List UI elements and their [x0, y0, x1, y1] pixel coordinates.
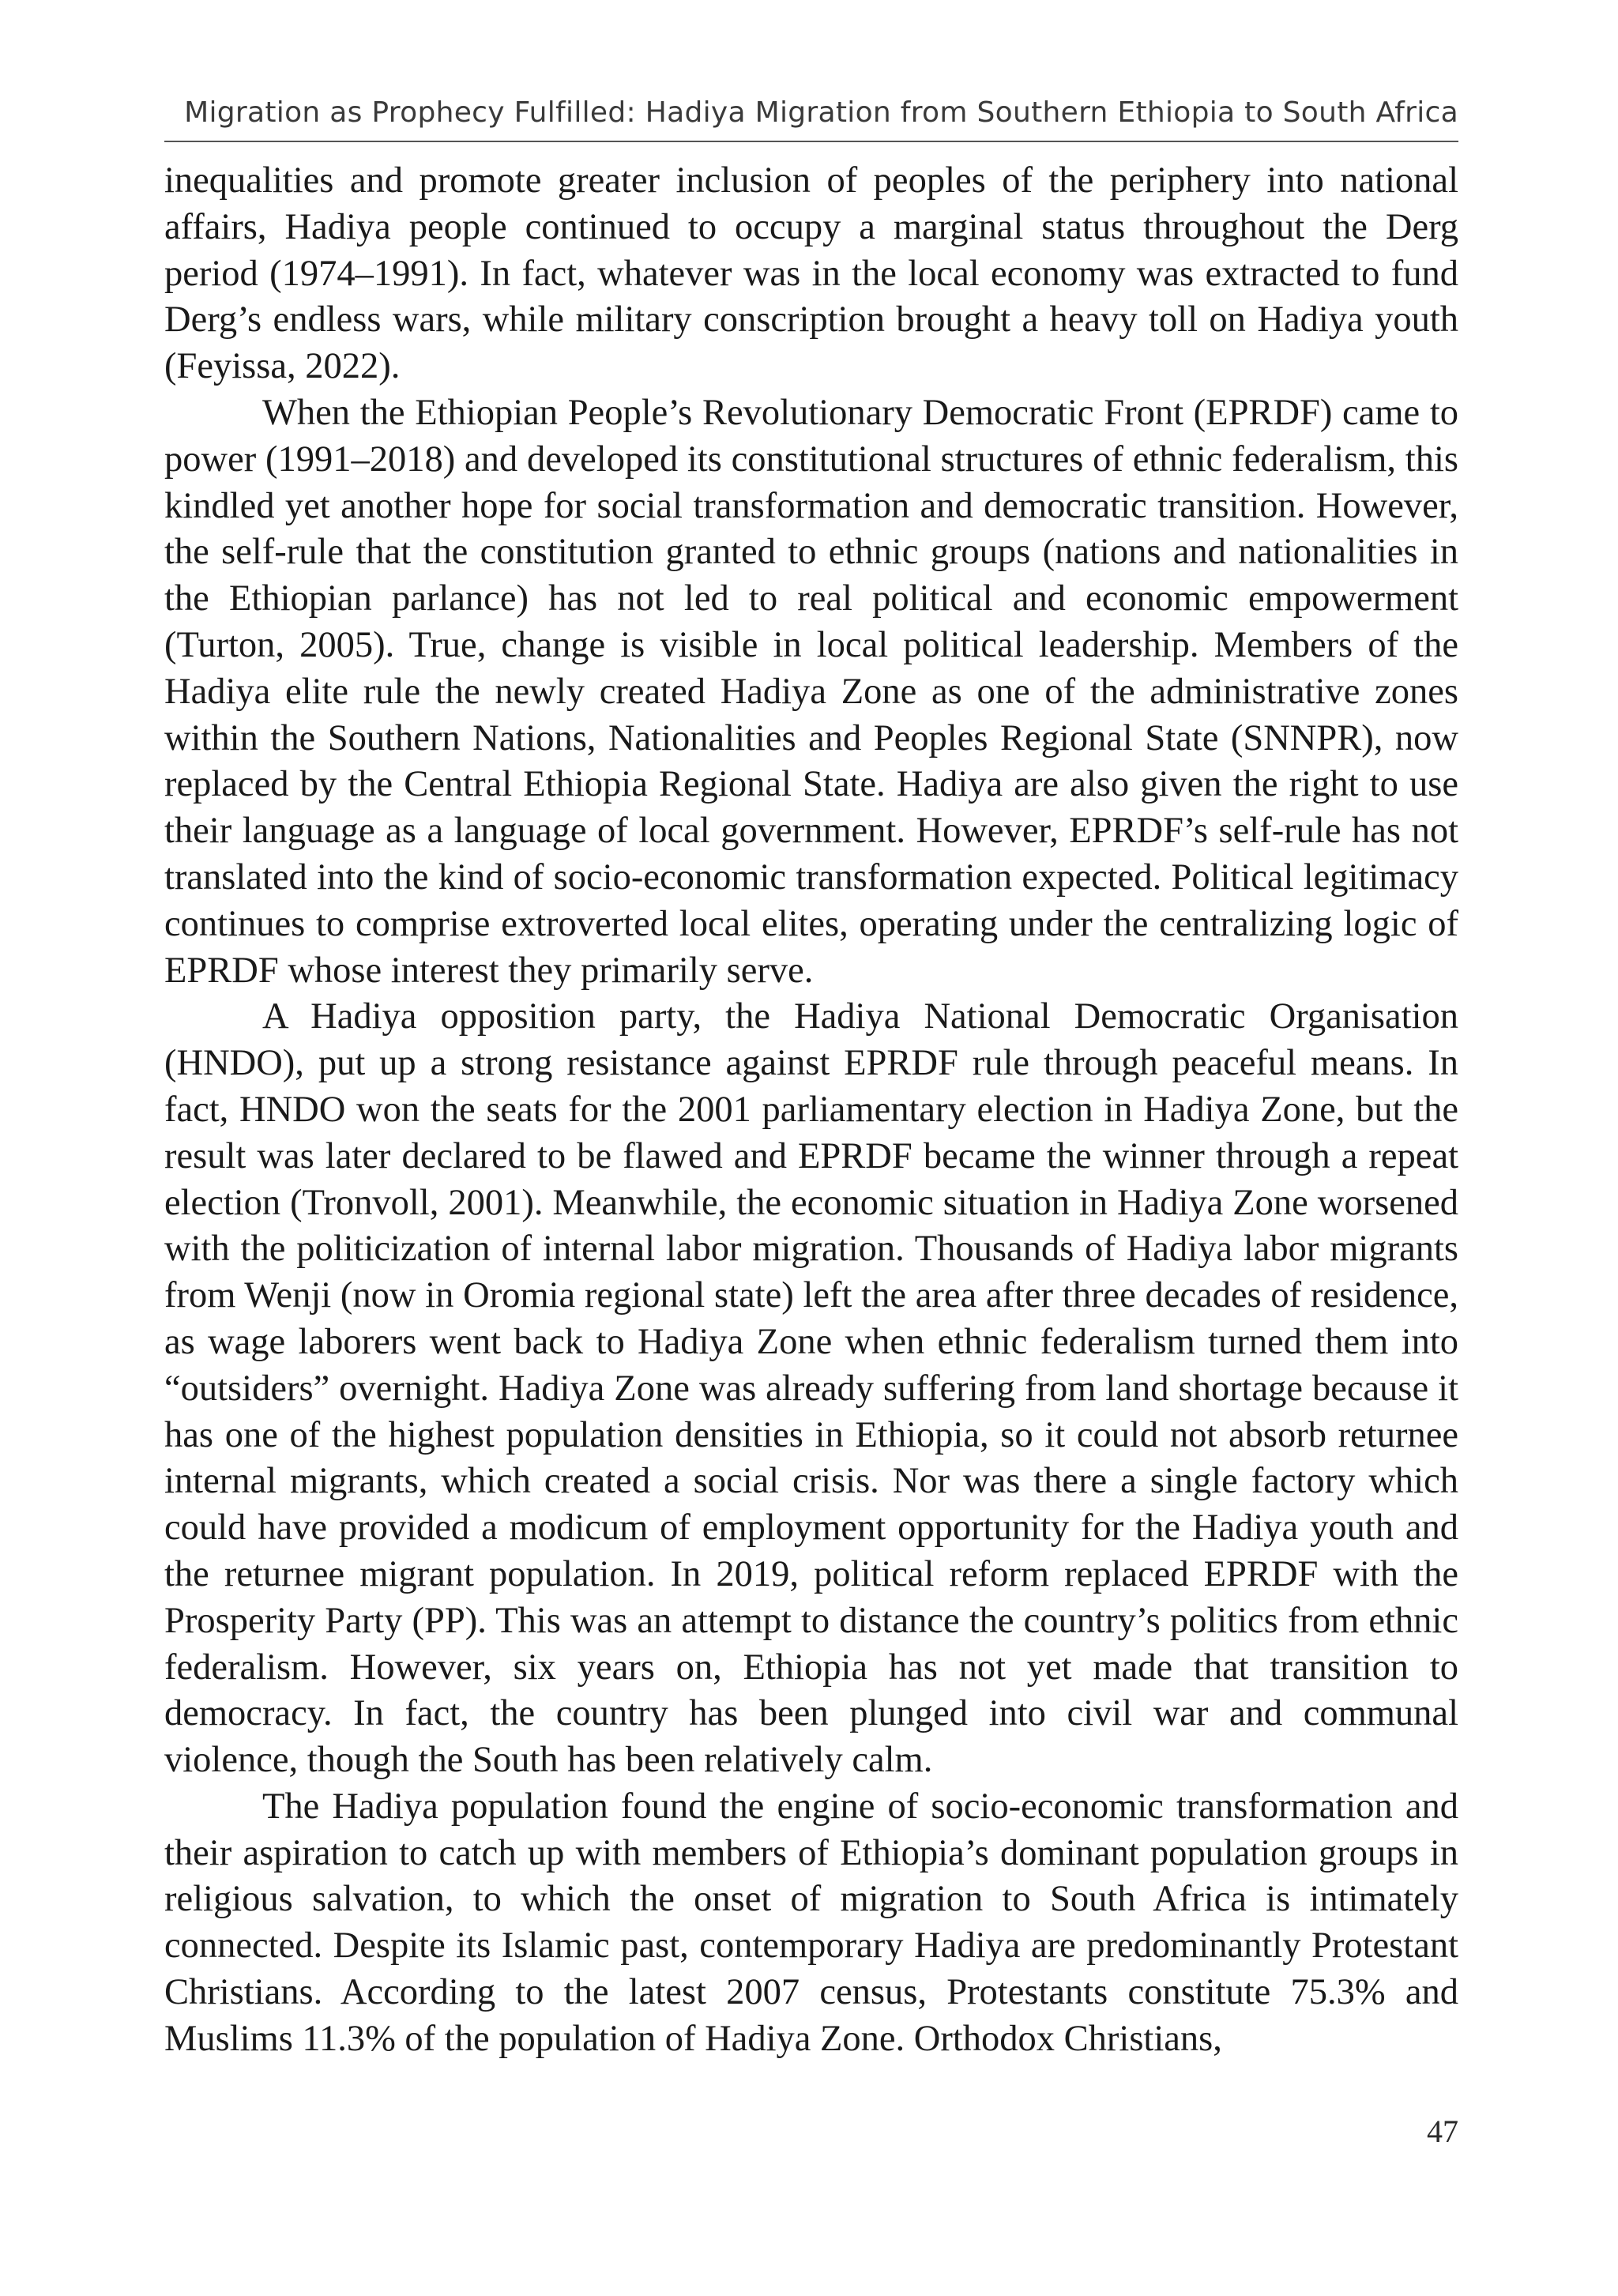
paragraph-eprdf: When the Ethiopian People’s Revolutionary Democratic Front (EPRDF) came to power (1991–2018) and developed its constitutional structures of ethnic federalism, this kindled yet another hope for social transformation and democratic transition. However, the self-rule that the constitution granted to ethnic groups (nations and nationalities in the Ethiopian parlance) has not led to real political and economic empowerment (Turton, 2005). True, change is visible in local political leadership. Members of the Hadiya elite rule the newly created Hadiya Zone as one of the administrative zones within the Southern Nations, Nationalities and Peoples Regional State (SNNPR), now replaced by the Central Ethiopia Regional State. Hadiya are also given the right to use their language as a language of local government. However, EPRDF’s self-rule has not translated into the kind of socio-economic transformation expected. Political legitimacy continues to comprise extroverted local elites, operating under the centralizing logic of EPRDF whose interest they primarily serve. — [164, 392, 1458, 991]
body-text — [164, 158, 1458, 2063]
paragraph-hndo: A Hadiya opposition party, the Hadiya National Democratic Organisation (HNDO), put up a strong resistance against EPRDF rule through peaceful means. In fact, HNDO won the seats for the 2001 parliamentary election in Hadiya Zone, but the result was later declared to be flawed and EPRDF became the winner through a repeat election (Tronvoll, 2001). Meanwhile, the economic situation in Hadiya Zone worsened with the politicization of internal labor migration. Thousands of Hadiya labor migrants from Wenji (now in Oromia regional state) left the area after three decades of residence, as wage laborers went back to Hadiya Zone when ethnic federalism turned them into “outsiders” overnight. Hadiya Zone was already suffering from land shortage because it has one of the highest population densities in Ethiopia, so it could not absorb returnee internal migrants, which created a social crisis. Nor was there a single factory which could have provided a modicum of employment opportunity for the Hadiya youth and the returnee migrant population. In 2019, political reform replaced EPRDF with the Prosperity Party (PP). This was an attempt to distance the country’s politics from ethnic federalism. However, six years on, Ethiopia has not yet made that transition to democracy. In fact, the country has been plunged into civil war and communal violence, though the South has been relatively calm. — [164, 996, 1458, 1781]
paragraph-continued: inequalities and promote greater inclusion of peoples of the periphery into national affairs, Hadiya people continued to occupy a marginal status throughout the Derg period (1974–1991). In fact, whatever was in the local economy was extracted to fund Derg’s endless wars, while military conscription brought a heavy toll on Hadiya youth (Feyissa, 2022). — [164, 160, 1458, 387]
running-header: Migration as Prophecy Fulfilled: Hadiya Migration from Southern Ethiopia to South Africa — [184, 96, 1458, 129]
page-number: 47 — [1427, 2113, 1458, 2149]
paragraph-religion: The Hadiya population found the engine of socio-economic transformation and their aspiration to catch up with members of Ethiopia’s dominant population groups in religious salvation, to which the onset of migration to South Africa is intimately connected. Despite its Islamic past, contemporary Hadiya are predominantly Protestant Christians. According to the latest 2007 census, Protestants constitute 75.3% and Muslims 11.3% of the population of Hadiya Zone. Orthodox Christians, — [164, 1786, 1458, 2059]
header-divider — [164, 141, 1458, 142]
